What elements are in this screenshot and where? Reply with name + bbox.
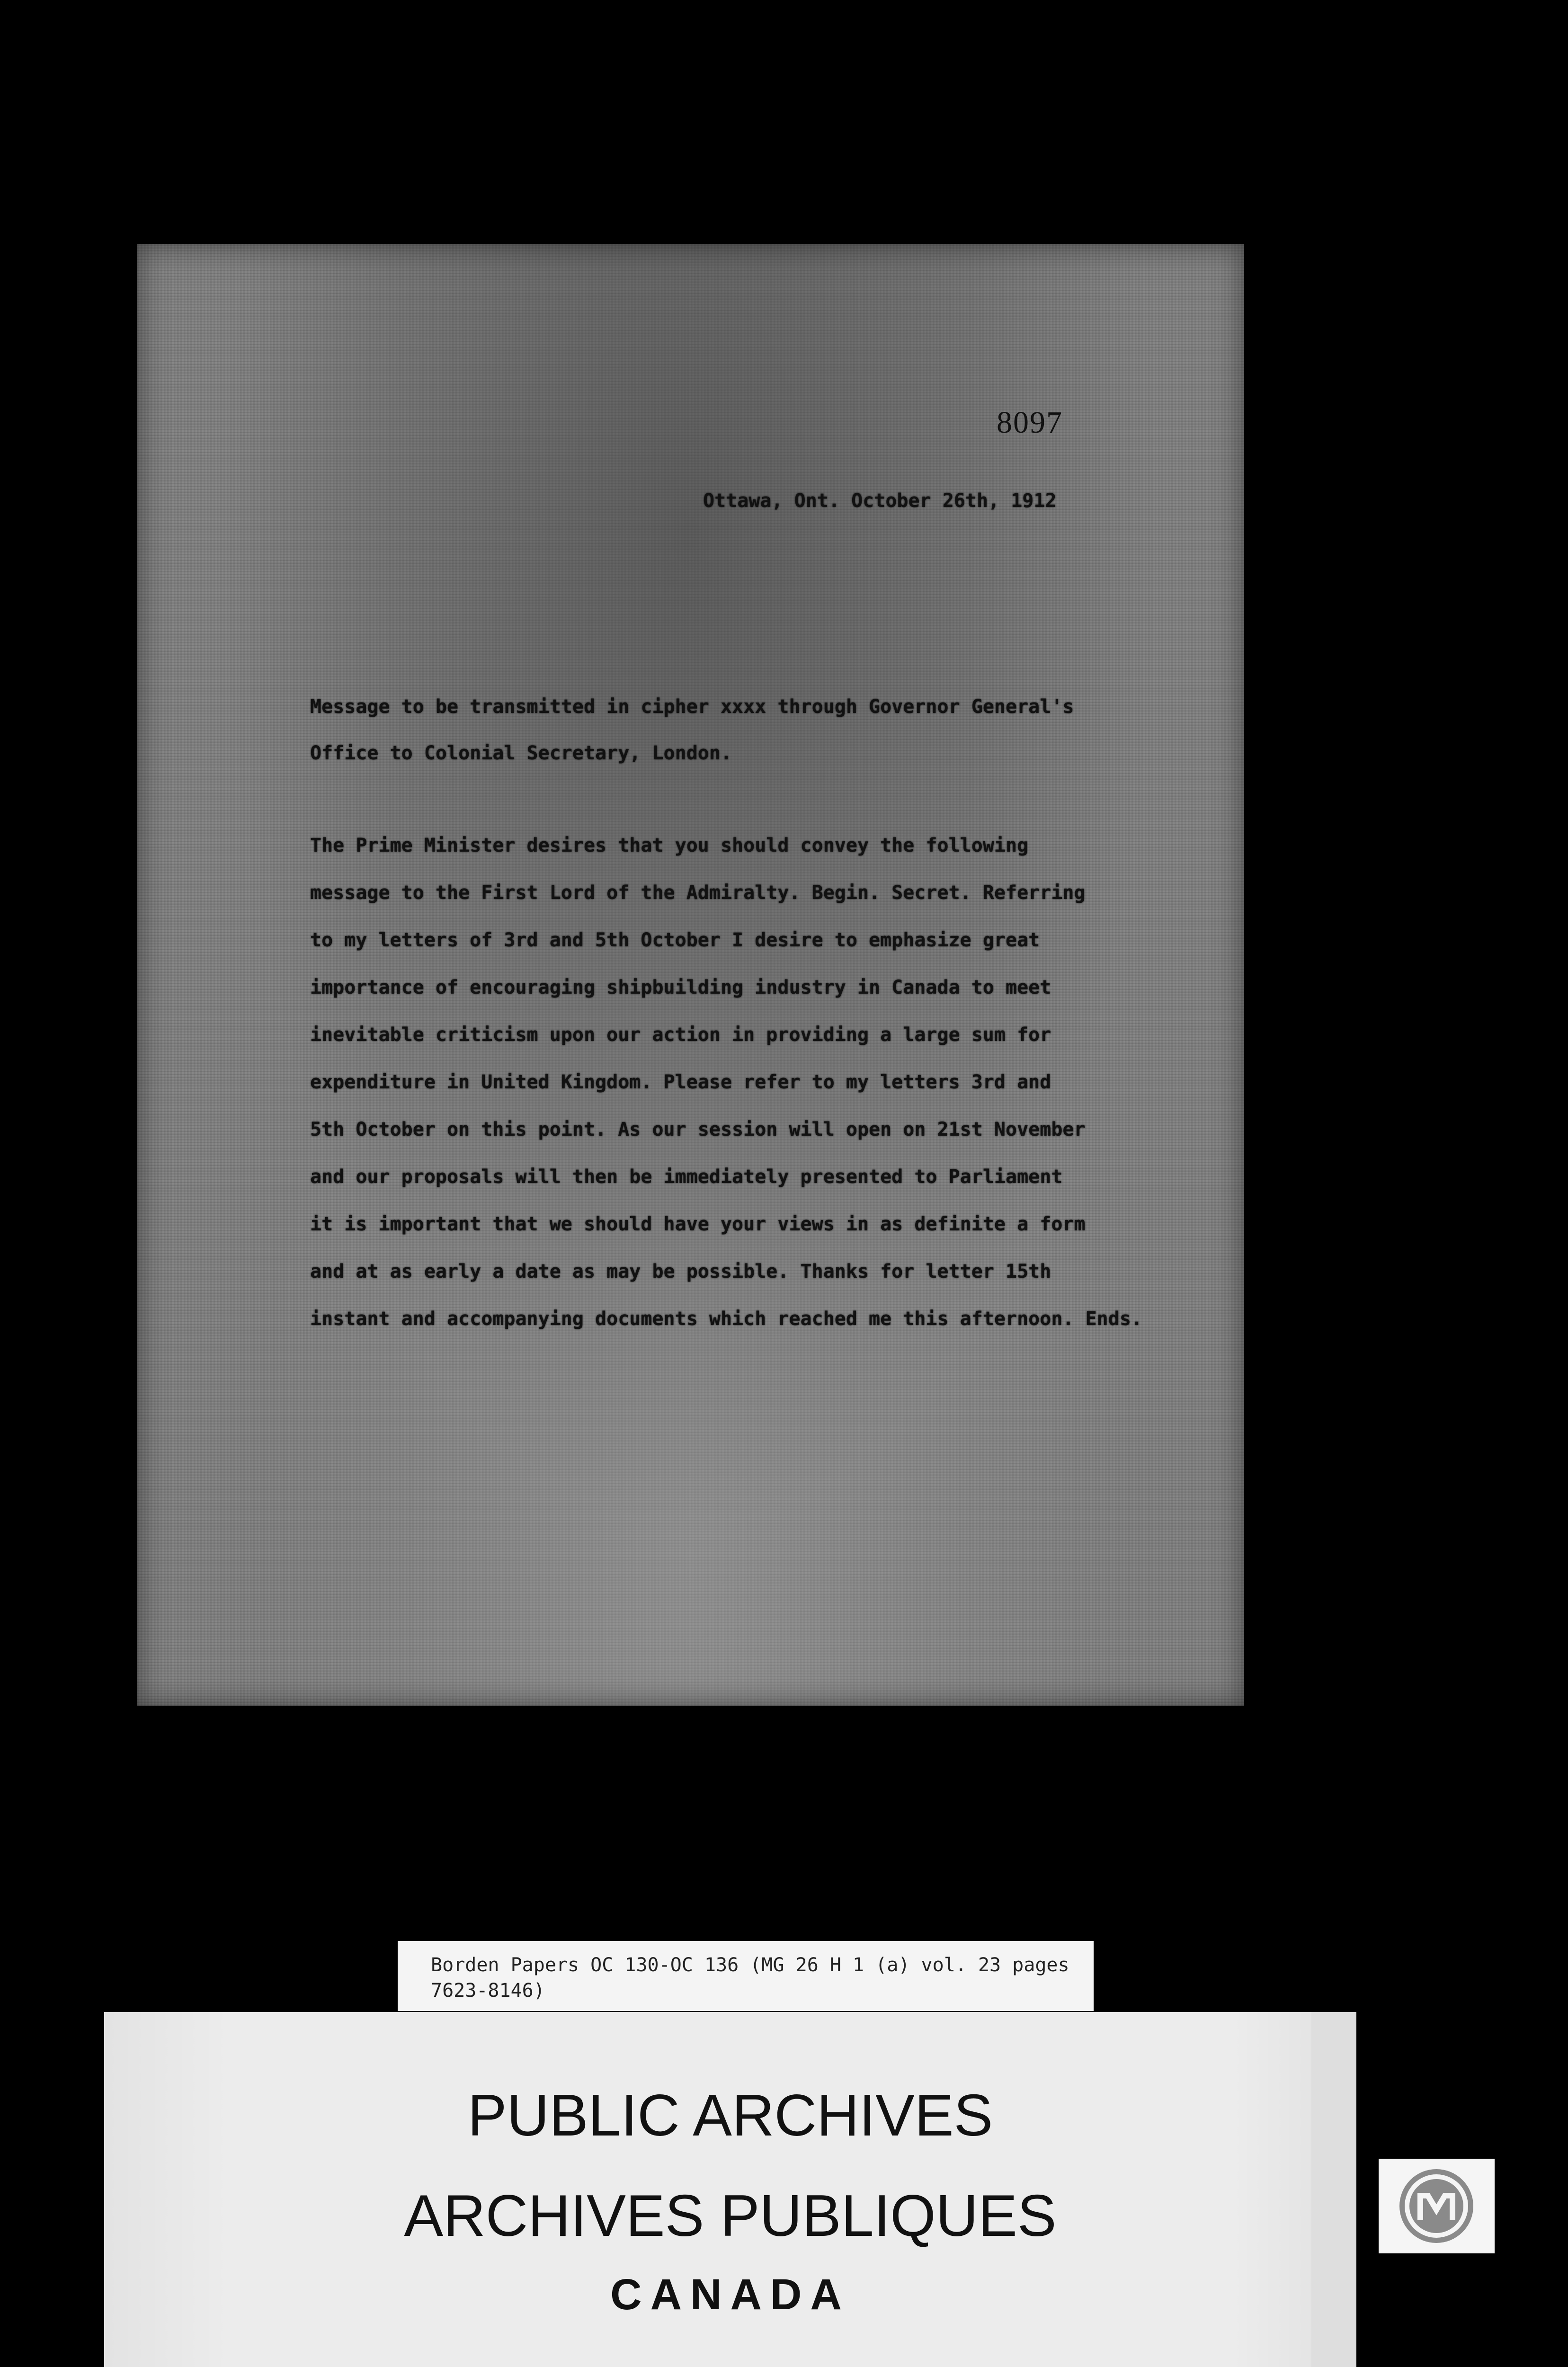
heading-line-1: Message to be transmitted in cipher xxxx through Governor General's bbox=[310, 696, 1074, 718]
heading-line-2: Office to Colonial Secretary, London. bbox=[310, 742, 732, 764]
public-archives-stamp bbox=[104, 2012, 1356, 2367]
archive-reference-label bbox=[398, 1941, 1094, 2011]
body-line-8: and our proposals will then be immediately presented to Parliament bbox=[310, 1166, 1063, 1188]
date-line: Ottawa, Ont. October 26th, 1912 bbox=[703, 490, 1057, 512]
archive-reference-line-1: Borden Papers OC 130-OC 136 (MG 26 H 1 (a) vol. 23 pages bbox=[431, 1954, 1069, 1976]
body-line-5: inevitable criticism upon our action in providing a large sum for bbox=[310, 1024, 1051, 1046]
body-line-1: The Prime Minister desires that you should convey the following bbox=[310, 835, 1029, 856]
stamp-line-2: ARCHIVES PUBLIQUES bbox=[404, 2183, 1057, 2249]
page-number: 8097 bbox=[997, 405, 1063, 440]
body-line-2: message to the First Lord of the Admiralty. Begin. Secret. Referring bbox=[310, 882, 1086, 904]
stamp-line-3: CANADA bbox=[610, 2270, 850, 2319]
body-line-6: expenditure in United Kingdom. Please refer to my letters 3rd and bbox=[310, 1071, 1051, 1093]
stamp-line-1: PUBLIC ARCHIVES bbox=[467, 2083, 993, 2148]
body-line-7: 5th October on this point. As our session will open on 21st November bbox=[310, 1119, 1086, 1140]
body-line-11: instant and accompanying documents which reached me this afternoon. Ends. bbox=[310, 1308, 1142, 1330]
body-line-4: importance of encouraging shipbuilding industry in Canada to meet bbox=[310, 977, 1051, 998]
body-line-9: it is important that we should have your views in as definite a form bbox=[310, 1213, 1086, 1235]
scanned-letter bbox=[137, 244, 1244, 1706]
body-line-3: to my letters of 3rd and 5th October I desire to emphasize great bbox=[310, 929, 1040, 951]
microfilm-logo-icon bbox=[1379, 2159, 1495, 2253]
archive-reference-line-2: 7623-8146) bbox=[431, 1980, 545, 2002]
body-line-10: and at as early a date as may be possible. Thanks for letter 15th bbox=[310, 1261, 1051, 1282]
